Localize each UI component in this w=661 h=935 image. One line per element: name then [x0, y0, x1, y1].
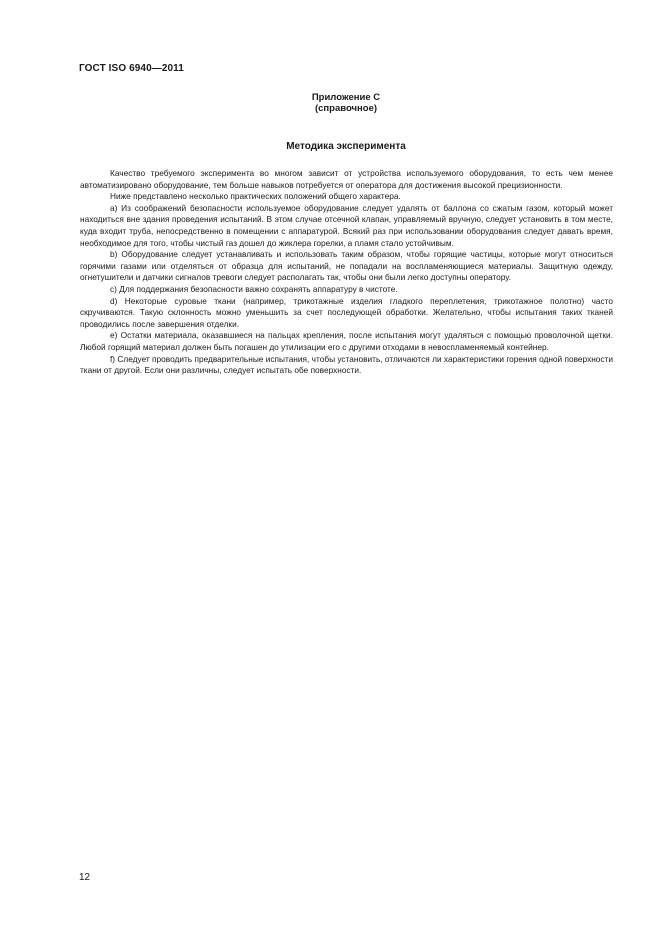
page-number: 12 [79, 872, 91, 883]
paragraph-item-b: b) Оборудование следует устанавливать и использовать таким образом, чтобы горящие частицы, которые могут относиться горячими газами или отделяться от образца для испытаний, не попадали на воспламеняющиеся материалы. Защитную одежду, огнетушители и датчики сигналов тревоги следует располагать так, чтобы они были легко доступны оператору. [80, 249, 613, 283]
appendix-title: Приложение С [311, 92, 381, 103]
body-text [80, 168, 613, 377]
section-title: Методика эксперимента [286, 141, 406, 152]
paragraph-item-a: а) Из соображений безопасности используемое оборудование следует удалять от баллона со сжатым газом, который может находиться вне здания проведения испытаний. В этом случае отсечной клапан, управляемый вручную, следует установить в том месте, куда входит труба, непосредственно в помещении с аппаратурой. Всякий раз при использовании оборудования следует давать время, необходимое для того, чтобы чистый газ дошел до жиклера горелки, а пламя стало устойчивым. [80, 202, 613, 248]
paragraph-lead: Ниже представлено несколько практических положений общего характера. [110, 191, 401, 202]
paragraph-item-c: с) Для поддержания безопасности важно сохранять аппаратуру в чистоте. [110, 283, 398, 294]
appendix-subtitle: (справочное) [314, 103, 378, 114]
standard-designation: ГОСТ ISO 6940—2011 [79, 63, 184, 74]
paragraph-item-d: d) Некоторые суровые ткани (например, трикотажные изделия гладкого переплетения, трикотажное полотно) часто скручиваются. Такую склонность можно уменьшить за счет последующей обработки. Желательно, чтобы испытания таких тканей проводились после завершения отделки. [80, 295, 613, 329]
paragraph-item-e: е) Остатки материала, оказавшиеся на пальцах крепления, после испытания могут удаляться с помощью проволочной щетки. Любой горящий материал должен быть погашен до утилизации его с другими отходами в невоспламеняемый контейнер. [80, 330, 613, 352]
paragraph-intro: Качество требуемого эксперимента во многом зависит от устройства используемого оборудования, то есть чем менее автоматизировано оборудование, тем больше навыков потребуется от оператора для достижения высокой прецизионности. [80, 168, 613, 190]
paragraph-item-f: f) Следует проводить предварительные испытания, чтобы установить, отличаются ли характеристики горения одной поверхности ткани от другой. Если они различны, следует испытать обе поверхности. [80, 353, 613, 376]
appendix-heading [270, 92, 422, 114]
